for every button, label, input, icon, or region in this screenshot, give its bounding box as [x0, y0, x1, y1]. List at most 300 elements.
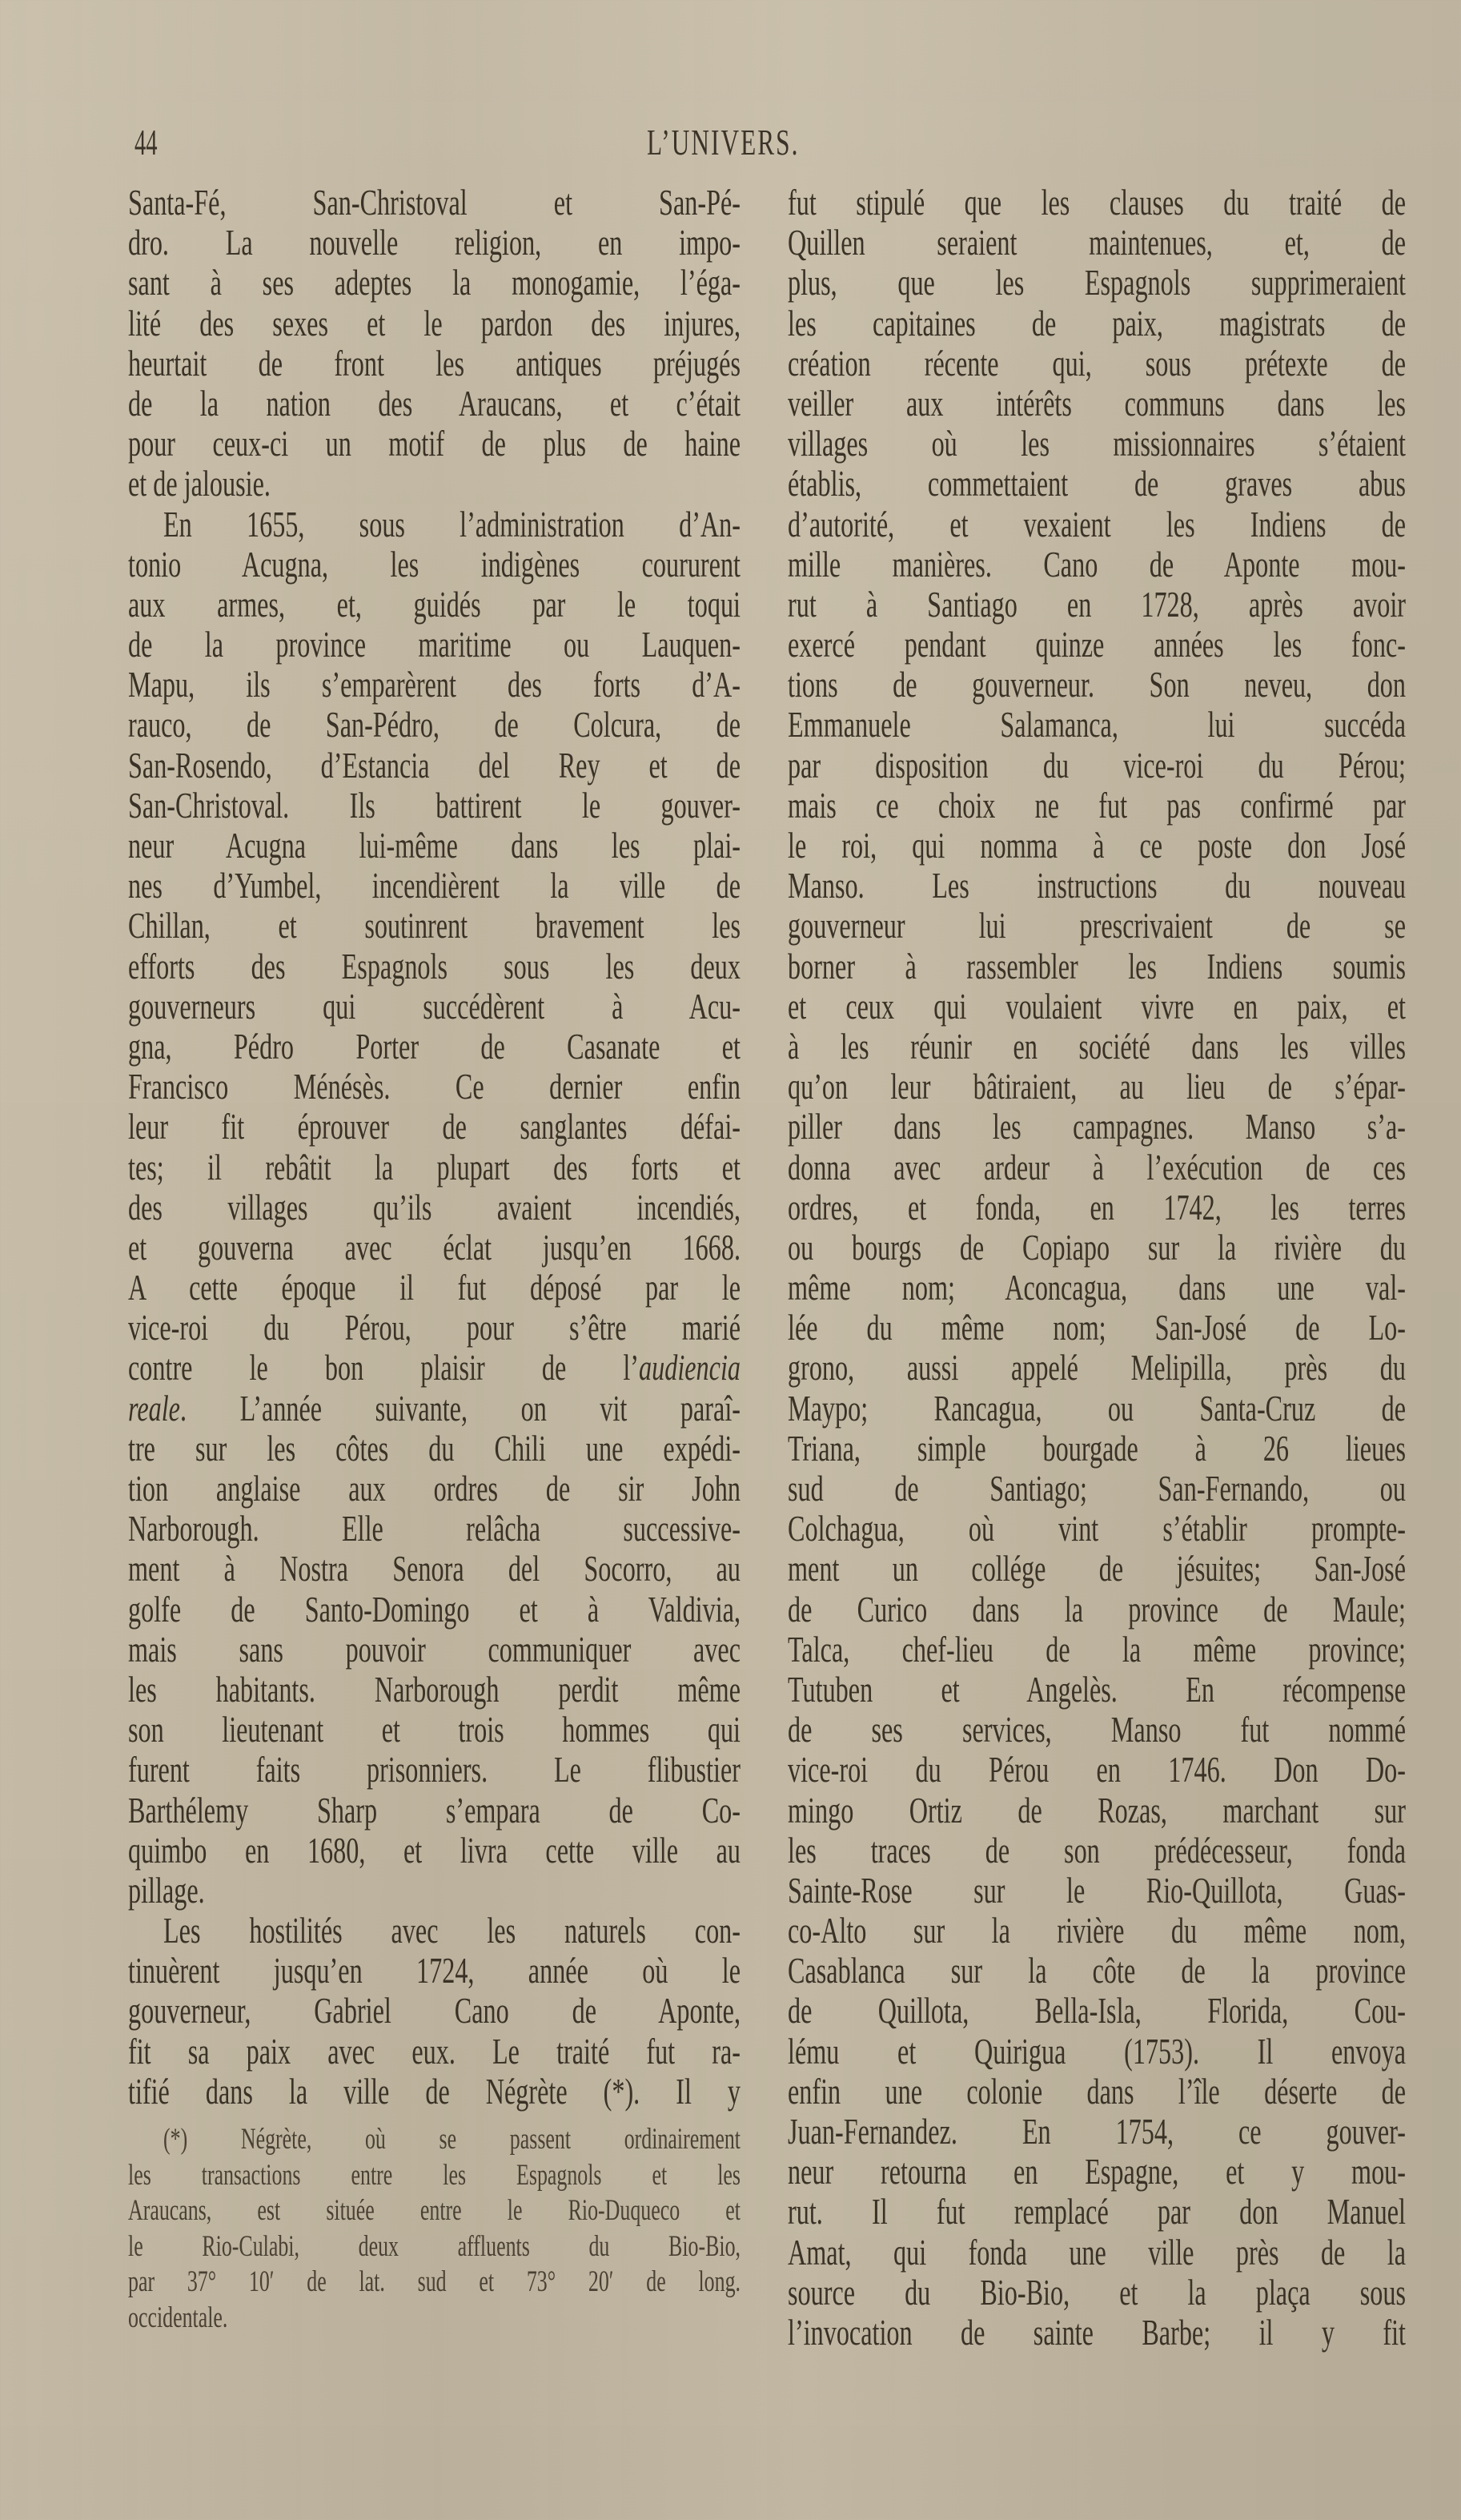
text-line-content — [788, 1590, 1406, 1630]
text-segment: lité des sexes et le pardon des injures, — [128, 302, 741, 344]
text-segment: de Quillota, Bella-Isla, Florida, Cou- — [788, 1990, 1406, 2032]
text-line — [128, 987, 741, 1027]
text-segment: Juan-Fernandez. En 1754, ce gouver- — [788, 2111, 1406, 2152]
text-segment: tions de gouverneur. Son neveu, don — [788, 664, 1406, 705]
text-line-content — [128, 344, 741, 384]
text-line — [788, 1509, 1406, 1549]
text-line — [128, 2122, 741, 2158]
text-segment: tre sur les côtes du Chili une expédi- — [128, 1427, 741, 1469]
text-line — [128, 746, 741, 786]
text-segment: de la province maritime ou Lauquen- — [128, 624, 741, 665]
text-segment: contre le bon plaisir de l’ — [128, 1347, 640, 1389]
italic-term: audiencia — [639, 1347, 741, 1389]
text-segment: A cette époque il fut déposé par le — [128, 1267, 741, 1308]
text-line — [788, 746, 1406, 786]
text-line — [788, 2192, 1406, 2232]
text-line — [788, 424, 1406, 464]
footnote — [128, 2122, 741, 2337]
text-line — [128, 1750, 741, 1790]
text-segment: rut. Il fut remplacé par don Manuel — [788, 2191, 1406, 2233]
text-line — [788, 1791, 1406, 1831]
text-segment: qu’on leur bâtiraient, au lieu de s’épar- — [788, 1066, 1406, 1107]
text-line-content — [128, 545, 741, 585]
text-line-content — [128, 1791, 741, 1831]
text-segment: ment à Nostra Senora del Socorro, au — [128, 1548, 741, 1590]
text-line — [128, 826, 741, 866]
text-segment: (*) Négrète, où se passent ordinairement — [163, 2123, 741, 2156]
text-line-content — [788, 183, 1406, 223]
text-segment: plus, que les Espagnols supprimeraient — [788, 262, 1406, 303]
text-line — [788, 866, 1406, 906]
text-line-content — [788, 1469, 1406, 1509]
text-segment: En 1655, sous l’administration d’An- — [163, 503, 741, 545]
text-segment: Maypo; Rancagua, ou Santa-Cruz de — [788, 1387, 1406, 1429]
text-line-content — [788, 1549, 1406, 1589]
text-line-content — [128, 1831, 741, 1871]
text-line-content — [128, 746, 741, 786]
text-segment: sant à ses adeptes la monogamie, l’éga- — [128, 262, 741, 303]
text-line — [128, 2072, 741, 2112]
text-segment: tifié dans la ville de Négrète (*). Il y — [128, 2070, 741, 2112]
text-segment: Francisco Ménésès. Ce dernier enfin — [128, 1066, 741, 1107]
text-line — [788, 1067, 1406, 1107]
text-line-content — [128, 2229, 741, 2265]
text-line — [788, 1710, 1406, 1750]
text-line — [128, 665, 741, 705]
text-line — [128, 2032, 741, 2072]
text-segment: création récente qui, sous prétexte de — [788, 342, 1406, 384]
text-segment: Santa-Fé, San-Christoval et San-Pé- — [128, 182, 741, 223]
text-segment: co-Alto sur la rivière du même nom, — [788, 1910, 1406, 1951]
text-line — [128, 1348, 741, 1388]
text-line-content — [128, 1107, 741, 1147]
text-line-content — [128, 1670, 741, 1710]
text-line — [788, 1549, 1406, 1589]
text-segment: ou bourgs de Copiapo sur la rivière du — [788, 1226, 1406, 1268]
text-segment: tonio Acugna, les indigènes coururent — [128, 543, 741, 585]
text-line — [128, 545, 741, 585]
text-line — [788, 263, 1406, 303]
text-segment: Barthélemy Sharp s’empara de Co- — [128, 1789, 741, 1831]
text-line — [788, 1871, 1406, 1911]
text-line-content — [128, 826, 741, 866]
text-segment: rauco, de San-Pédro, de Colcura, de — [128, 704, 741, 746]
text-line-content — [788, 1710, 1406, 1750]
text-line-content — [128, 223, 741, 263]
text-line-content — [788, 1027, 1406, 1067]
text-segment: gouverneurs qui succédèrent à Acu- — [128, 985, 741, 1027]
text-segment: de ses services, Manso fut nommé — [788, 1709, 1406, 1750]
text-line — [128, 2158, 741, 2194]
text-line — [788, 1750, 1406, 1790]
text-line — [788, 906, 1406, 946]
text-segment: par disposition du vice-roi du Pérou; — [788, 744, 1406, 786]
text-line — [788, 2032, 1406, 2072]
text-line-content — [128, 2265, 741, 2301]
text-segment: Quillen seraient maintenues, et, de — [788, 222, 1406, 263]
text-line-content — [163, 2122, 741, 2158]
text-line — [788, 1590, 1406, 1630]
text-segment: tes; il rebâtit la plupart des forts et — [128, 1146, 741, 1188]
text-segment: le roi, qui nomma à ce poste don José — [788, 825, 1406, 866]
text-line — [128, 1911, 741, 1951]
text-segment: mais ce choix ne fut pas confirmé par — [788, 784, 1406, 826]
text-line — [788, 223, 1406, 263]
text-segment: lému et Quirigua (1753). Il envoya — [788, 2030, 1406, 2072]
text-segment: à les réunir en société dans les villes — [788, 1025, 1406, 1067]
text-line-content — [788, 1750, 1406, 1790]
text-line — [788, 1630, 1406, 1670]
text-line-content — [128, 1590, 741, 1630]
text-line-content — [128, 947, 741, 987]
text-line — [788, 2112, 1406, 2152]
text-line-content — [128, 1549, 741, 1589]
text-line-content — [788, 746, 1406, 786]
text-line — [788, 2273, 1406, 2313]
text-segment: enfin une colonie dans l’île déserte de — [788, 2070, 1406, 2112]
text-segment: Mapu, ils s’emparèrent des forts d’A- — [128, 664, 741, 705]
text-line — [128, 1670, 741, 1710]
page-number: 44 — [134, 122, 158, 163]
text-segment: gna, Pédro Porter de Casanate et — [128, 1025, 741, 1067]
text-segment: Sainte-Rose sur le Rio-Quillota, Guas- — [788, 1869, 1406, 1911]
text-line — [128, 384, 741, 424]
text-line — [128, 1831, 741, 1871]
text-segment: fut stipulé que les clauses du traité de — [788, 182, 1406, 223]
text-line — [128, 1710, 741, 1750]
text-line-content — [788, 464, 1406, 504]
text-line-content — [163, 504, 741, 545]
text-line-content — [788, 987, 1406, 1027]
text-line — [788, 625, 1406, 665]
text-line-content — [128, 625, 741, 665]
text-line — [788, 344, 1406, 384]
text-line-content — [788, 2273, 1406, 2313]
text-line — [788, 1469, 1406, 1509]
text-segment: grono, aussi appelé Melipilla, près du — [788, 1347, 1406, 1389]
text-line — [128, 1067, 741, 1107]
text-line-content — [788, 223, 1406, 263]
text-line-content — [788, 1147, 1406, 1188]
text-line-content — [128, 1268, 741, 1308]
text-segment: . L’année suivante, on vit paraî- — [179, 1387, 741, 1429]
text-line — [128, 1951, 741, 1991]
text-line-content — [788, 1991, 1406, 2031]
text-line — [788, 2072, 1406, 2112]
text-line — [128, 1871, 741, 1911]
text-segment: tinuèrent jusqu’en 1724, année où le — [128, 1950, 741, 1991]
text-line — [788, 384, 1406, 424]
text-line-content — [788, 424, 1406, 464]
text-line-content — [788, 1509, 1406, 1549]
text-line-content — [128, 384, 741, 424]
text-segment: mille manières. Cano de Aponte mou- — [788, 543, 1406, 585]
text-line-content — [788, 2152, 1406, 2192]
text-line-content — [788, 947, 1406, 987]
text-line-content — [788, 2032, 1406, 2072]
text-line-content — [788, 1348, 1406, 1388]
text-line — [128, 1469, 741, 1509]
text-line-content — [128, 263, 741, 303]
text-line-content — [788, 625, 1406, 665]
text-segment: et de jalousie. — [128, 463, 271, 504]
text-line-content — [128, 1027, 741, 1067]
text-segment: vice-roi du Pérou en 1746. Don Do- — [788, 1749, 1406, 1791]
text-line — [788, 303, 1406, 344]
text-segment: fit sa paix avec eux. Le traité fut ra- — [128, 2030, 741, 2072]
text-line — [788, 1831, 1406, 1871]
text-segment: tion anglaise aux ordres de sir John — [128, 1468, 741, 1509]
text-segment: efforts des Espagnols sous les deux — [128, 945, 741, 987]
text-segment: et ceux qui voulaient vivre en paix, et — [788, 985, 1406, 1027]
italic-term: reale — [128, 1387, 180, 1429]
right-column — [788, 183, 1406, 2353]
text-segment: dro. La nouvelle religion, en impo- — [128, 222, 741, 263]
text-line-content — [788, 1389, 1406, 1429]
text-segment: veiller aux intérêts communs dans les — [788, 382, 1406, 424]
text-line-content — [788, 1831, 1406, 1871]
text-line-content — [788, 705, 1406, 745]
text-line-content — [128, 1871, 205, 1911]
text-segment: furent faits prisonniers. Le flibustier — [128, 1749, 741, 1791]
text-segment: et gouverna avec éclat jusqu’en 1668. — [128, 1226, 741, 1268]
text-line-content — [128, 1308, 741, 1348]
text-line-content — [788, 1228, 1406, 1268]
text-line — [788, 826, 1406, 866]
text-segment: sud de Santiago; San-Fernando, ou — [788, 1468, 1406, 1509]
text-line — [788, 1107, 1406, 1147]
text-line-content — [788, 1308, 1406, 1348]
text-line-content — [788, 384, 1406, 424]
text-segment: par 37° 10′ de lat. sud et 73° 20′ de long. — [128, 2265, 741, 2299]
text-segment: Tutuben et Angelès. En récompense — [788, 1668, 1406, 1710]
text-line — [128, 1147, 741, 1188]
text-line — [788, 1670, 1406, 1710]
text-segment: lée du même nom; San-José de Lo- — [788, 1307, 1406, 1348]
text-segment: l’invocation de sainte Barbe; il y fit — [788, 2311, 1406, 2353]
text-segment: Manso. Les instructions du nouveau — [788, 865, 1406, 906]
text-line — [788, 504, 1406, 545]
text-segment: Amat, qui fonda une ville près de la — [788, 2231, 1406, 2273]
text-line — [788, 1228, 1406, 1268]
text-line-content — [128, 2193, 741, 2229]
text-line — [128, 625, 741, 665]
text-line — [788, 183, 1406, 223]
text-segment: même nom; Aconcagua, dans une val- — [788, 1267, 1406, 1308]
text-line-content — [128, 1429, 741, 1469]
text-segment: mingo Ortiz de Rozas, marchant sur — [788, 1789, 1406, 1831]
text-line — [128, 1027, 741, 1067]
text-segment: les capitaines de paix, magistrats de — [788, 302, 1406, 344]
text-segment: des villages qu’ils avaient incendiés, — [128, 1186, 741, 1228]
text-segment: leur fit éprouver de sanglantes défai- — [128, 1106, 741, 1147]
text-line — [788, 1429, 1406, 1469]
text-segment: Casablanca sur la côte de la province — [788, 1950, 1406, 1991]
text-segment: gouverneur, Gabriel Cano de Aponte, — [128, 1990, 741, 2032]
text-line-content — [163, 1911, 741, 1951]
text-line-content — [128, 987, 741, 1027]
running-head — [134, 119, 1407, 167]
text-segment: vice-roi du Pérou, pour s’être marié — [128, 1307, 741, 1348]
text-line-content — [128, 2158, 741, 2194]
text-line-content — [128, 1188, 741, 1228]
text-line-content — [788, 1791, 1406, 1831]
text-line — [788, 585, 1406, 625]
text-line-content — [788, 2233, 1406, 2273]
text-line — [788, 1027, 1406, 1067]
text-line — [788, 2152, 1406, 2192]
text-line-content — [128, 665, 741, 705]
text-segment: les traces de son prédécesseur, fonda — [788, 1829, 1406, 1871]
text-segment: San-Christoval. Ils battirent le gouver- — [128, 784, 741, 826]
text-line — [788, 1991, 1406, 2031]
text-line — [788, 1308, 1406, 1348]
left-column — [128, 183, 741, 2112]
text-line — [128, 2193, 741, 2229]
text-line-content — [788, 1429, 1406, 1469]
text-line-content — [788, 2112, 1406, 2152]
text-line-content — [788, 1188, 1406, 1228]
text-segment: ment un collége de jésuites; San-José — [788, 1548, 1406, 1590]
text-line — [128, 183, 741, 223]
text-segment: d’autorité, et vexaient les Indiens de — [788, 503, 1406, 545]
text-line-content — [128, 866, 741, 906]
text-line-content — [128, 183, 741, 223]
text-line — [128, 585, 741, 625]
text-line — [788, 786, 1406, 826]
text-line — [128, 464, 741, 504]
text-line — [128, 1590, 741, 1630]
text-line-content — [788, 263, 1406, 303]
text-line — [128, 786, 741, 826]
text-line-content — [128, 1509, 741, 1549]
text-segment: quimbo en 1680, et livra cette ville au — [128, 1829, 741, 1871]
text-line — [128, 2265, 741, 2301]
text-segment: les transactions entre les Espagnols et les — [128, 2158, 741, 2192]
text-line-content — [788, 1670, 1406, 1710]
text-line — [788, 1147, 1406, 1188]
text-line — [788, 545, 1406, 585]
text-segment: Narborough. Elle relâcha successive- — [128, 1508, 741, 1549]
text-segment: Triana, simple bourgade à 26 lieues — [788, 1427, 1406, 1469]
text-line-content — [788, 545, 1406, 585]
text-segment: de Curico dans la province de Maule; — [788, 1588, 1406, 1630]
text-segment: Emmanuele Salamanca, lui succéda — [788, 704, 1406, 746]
text-segment: Araucans, est située entre le Rio-Duqueco et — [128, 2194, 741, 2228]
text-line-content — [788, 1911, 1406, 1951]
text-line — [128, 223, 741, 263]
text-line — [128, 263, 741, 303]
text-line — [788, 1348, 1406, 1388]
text-segment: mais sans pouvoir communiquer avec — [128, 1628, 741, 1670]
text-line-content — [128, 1147, 741, 1188]
text-line-content — [128, 1348, 741, 1388]
text-line-content — [128, 303, 741, 344]
text-segment: San-Rosendo, d’Estancia del Rey et de — [128, 744, 741, 786]
text-segment: heurtait de front les antiques préjugés — [128, 342, 741, 384]
text-line-content — [128, 464, 271, 504]
text-line — [128, 947, 741, 987]
text-line-content — [128, 2301, 227, 2337]
text-line-content — [128, 786, 741, 826]
text-line — [788, 1268, 1406, 1308]
text-line — [128, 1509, 741, 1549]
text-segment: son lieutenant et trois hommes qui — [128, 1709, 741, 1750]
text-line-content — [788, 1107, 1406, 1147]
text-line-content — [788, 786, 1406, 826]
running-title: L’UNIVERS. — [647, 122, 800, 163]
text-line-content — [788, 1630, 1406, 1670]
text-segment: les habitants. Narborough perdit même — [128, 1668, 741, 1710]
text-segment: aux armes, et, guidés par le toqui — [128, 583, 741, 625]
text-segment: neur Acugna lui-même dans les plai- — [128, 825, 741, 866]
text-line — [128, 303, 741, 344]
text-line-content — [128, 1389, 741, 1429]
text-segment: Colchagua, où vint s’établir prompte- — [788, 1508, 1406, 1549]
text-line — [128, 705, 741, 745]
text-line-content — [128, 1951, 741, 1991]
text-line-content — [128, 1228, 741, 1268]
text-line-content — [788, 1268, 1406, 1308]
text-line — [128, 1630, 741, 1670]
text-line — [788, 665, 1406, 705]
text-line — [128, 1991, 741, 2031]
text-line — [128, 1389, 741, 1429]
text-line-content — [788, 1871, 1406, 1911]
text-line — [788, 1188, 1406, 1228]
text-line-content — [788, 906, 1406, 946]
text-line — [128, 1791, 741, 1831]
text-line-content — [128, 1630, 741, 1670]
text-line-content — [788, 2313, 1406, 2353]
text-line-content — [128, 1067, 741, 1107]
text-segment: Talca, chef-lieu de la même province; — [788, 1628, 1406, 1670]
text-line-content — [128, 1750, 741, 1790]
text-segment: le Rio-Culabi, deux affluents du Bio-Bio, — [128, 2229, 741, 2263]
text-line-content — [128, 705, 741, 745]
text-line — [128, 2229, 741, 2265]
text-line-content — [128, 585, 741, 625]
text-line — [128, 424, 741, 464]
text-line — [788, 1951, 1406, 1991]
text-line-content — [128, 1710, 741, 1750]
text-segment: ordres, et fonda, en 1742, les terres — [788, 1186, 1406, 1228]
text-segment: nes d’Yumbel, incendièrent la ville de — [128, 865, 741, 906]
text-line-content — [788, 826, 1406, 866]
text-line-content — [788, 866, 1406, 906]
text-line — [128, 1429, 741, 1469]
text-line-content — [788, 303, 1406, 344]
text-segment: Les hostilités avec les naturels con- — [163, 1910, 741, 1951]
text-line — [128, 1268, 741, 1308]
text-line-content — [788, 344, 1406, 384]
text-line-content — [128, 906, 741, 946]
text-segment: donna avec ardeur à l’exécution de ces — [788, 1146, 1406, 1188]
text-line — [128, 1107, 741, 1147]
text-segment: neur retourna en Espagne, et y mou- — [788, 2151, 1406, 2192]
text-line — [128, 344, 741, 384]
text-line — [788, 705, 1406, 745]
text-line-content — [788, 1067, 1406, 1107]
text-line-content — [788, 504, 1406, 545]
text-line-content — [128, 2032, 741, 2072]
text-line — [128, 906, 741, 946]
text-segment: rut à Santiago en 1728, après avoir — [788, 583, 1406, 625]
text-line-content — [788, 2192, 1406, 2232]
text-line — [128, 1188, 741, 1228]
text-segment: golfe de Santo-Domingo et à Valdivia, — [128, 1588, 741, 1630]
text-line — [128, 1228, 741, 1268]
